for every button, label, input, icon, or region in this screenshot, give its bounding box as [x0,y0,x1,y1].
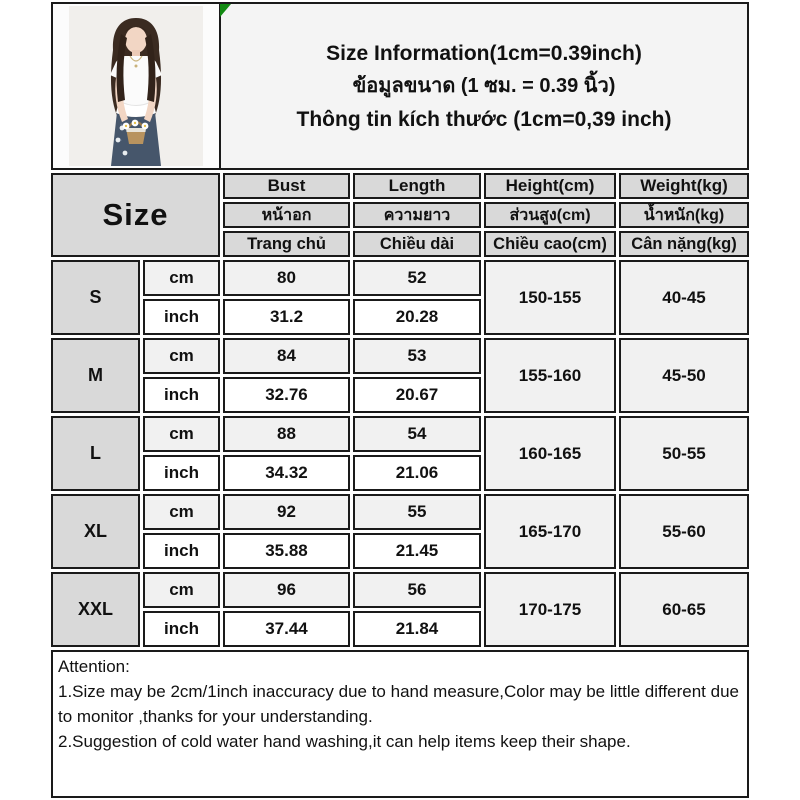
header-section [51,2,749,170]
bust-inch-value: 35.88 [223,533,350,569]
length-cm-value: 55 [353,494,481,530]
length-inch-value: 21.06 [353,455,481,491]
weight-value: 50-55 [619,416,749,491]
length-inch-value: 20.28 [353,299,481,335]
title-english: Size Information(1cm=0.39inch) [326,41,642,65]
header-size: Size [51,173,220,257]
unit-cm: cm [143,494,220,530]
size-table [51,173,749,647]
header-length-vi: Chiều dài [353,231,481,257]
unit-cm: cm [143,338,220,374]
header-height-en: Height(cm) [484,173,616,199]
title-thai: ข้อมูลขนาด (1 ซม. = 0.39 นิ้ว) [352,74,616,97]
unit-inch: inch [143,455,220,491]
header-height-vi: Chiều cao(cm) [484,231,616,257]
attention-heading: Attention: [58,657,130,676]
length-cm-value: 54 [353,416,481,452]
bust-cm-value: 92 [223,494,350,530]
size-cell-m: M [51,338,140,413]
height-value: 150-155 [484,260,616,335]
attention-box [51,650,749,798]
header-length-en: Length [353,173,481,199]
header-weight-vi: Cân nặng(kg) [619,231,749,257]
size-cell-xl: XL [51,494,140,569]
length-cm-value: 52 [353,260,481,296]
bust-cm-value: 84 [223,338,350,374]
header-bust-th: หน้าอก [223,202,350,228]
size-cell-xxl: XXL [51,572,140,647]
weight-value: 40-45 [619,260,749,335]
attention-note-1: 1.Size may be 2cm/1inch inaccuracy due to hand measure,Color may be little different due to monitor ,thanks for your understanding. [58,682,739,726]
length-cm-value: 56 [353,572,481,608]
header-length-th: ความยาว [353,202,481,228]
unit-inch: inch [143,533,220,569]
bust-cm-value: 88 [223,416,350,452]
title-vietnamese: Thông tin kích thước (1cm=0,39 inch) [296,107,672,131]
bust-inch-value: 37.44 [223,611,350,647]
bust-cm-value: 96 [223,572,350,608]
header-weight-en: Weight(kg) [619,173,749,199]
unit-inch: inch [143,611,220,647]
model-photo [69,6,203,166]
weight-value: 45-50 [619,338,749,413]
green-corner-icon [220,4,231,17]
header-bust-vi: Trang chủ [223,231,350,257]
unit-cm: cm [143,572,220,608]
height-value: 165-170 [484,494,616,569]
size-cell-s: S [51,260,140,335]
size-chart-sheet [51,2,749,798]
header-height-th: ส่วนสูง(cm) [484,202,616,228]
weight-value: 55-60 [619,494,749,569]
header-bust-en: Bust [223,173,350,199]
length-cm-value: 53 [353,338,481,374]
unit-cm: cm [143,260,220,296]
weight-value: 60-65 [619,572,749,647]
title-block [221,4,747,168]
height-value: 155-160 [484,338,616,413]
unit-inch: inch [143,299,220,335]
bust-inch-value: 34.32 [223,455,350,491]
attention-note-2: 2.Suggestion of cold water hand washing,it can help items keep their shape. [58,732,631,751]
length-inch-value: 20.67 [353,377,481,413]
bust-inch-value: 32.76 [223,377,350,413]
size-cell-l: L [51,416,140,491]
length-inch-value: 21.84 [353,611,481,647]
length-inch-value: 21.45 [353,533,481,569]
header-weight-th: น้ำหนัก(kg) [619,202,749,228]
unit-cm: cm [143,416,220,452]
height-value: 160-165 [484,416,616,491]
unit-inch: inch [143,377,220,413]
product-photo-cell [53,4,221,168]
bust-cm-value: 80 [223,260,350,296]
height-value: 170-175 [484,572,616,647]
bust-inch-value: 31.2 [223,299,350,335]
